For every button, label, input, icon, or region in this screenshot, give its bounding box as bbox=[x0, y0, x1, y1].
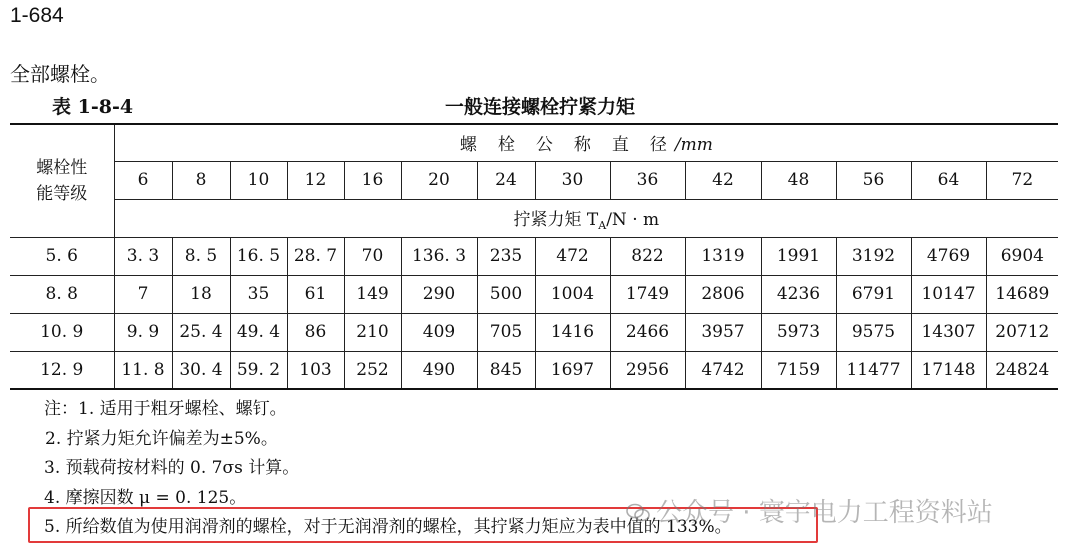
diameter-group-label: 螺 栓 公 称 直 径 bbox=[459, 135, 669, 156]
torque-value-cell: 30. 4 bbox=[172, 351, 230, 389]
torque-value-cell: 18 bbox=[172, 275, 230, 313]
torque-value-cell: 235 bbox=[477, 237, 535, 275]
torque-value-cell: 1416 bbox=[535, 313, 610, 351]
torque-value-cell: 14307 bbox=[911, 313, 986, 351]
torque-value-cell: 9. 9 bbox=[114, 313, 172, 351]
wechat-icon bbox=[626, 503, 650, 523]
torque-value-cell: 8. 5 bbox=[172, 237, 230, 275]
grade-cell: 12. 9 bbox=[10, 351, 114, 389]
torque-table bbox=[10, 123, 1058, 390]
torque-value-cell: 3. 3 bbox=[114, 237, 172, 275]
diameter-group-header bbox=[114, 124, 1058, 161]
note-1: 注：1. 适用于粗牙螺栓、螺钉。 bbox=[44, 399, 287, 419]
diameter-cell: 48 bbox=[761, 161, 836, 199]
note-5: 5. 所给数值为使用润滑剂的螺栓，对于无润滑剂的螺栓，其拧紧力矩应为表中值的 133%。 bbox=[44, 517, 732, 537]
torque-value-cell: 17148 bbox=[911, 351, 986, 389]
torque-value-cell: 70 bbox=[344, 237, 401, 275]
torque-value-cell: 472 bbox=[535, 237, 610, 275]
table-title: 一般连接螺栓拧紧力矩 bbox=[444, 96, 635, 118]
grade-cell: 10. 9 bbox=[10, 313, 114, 351]
diameter-row bbox=[10, 161, 1058, 199]
diameter-cell: 12 bbox=[287, 161, 344, 199]
page-number: 1-684 bbox=[10, 4, 64, 27]
table-row bbox=[10, 275, 1058, 313]
torque-value-cell: 4236 bbox=[761, 275, 836, 313]
torque-subheader bbox=[114, 199, 1058, 237]
torque-value-cell: 845 bbox=[477, 351, 535, 389]
torque-value-cell: 7159 bbox=[761, 351, 836, 389]
torque-value-cell: 3192 bbox=[836, 237, 911, 275]
diameter-group-unit: /mm bbox=[674, 135, 713, 156]
torque-value-cell: 2956 bbox=[610, 351, 685, 389]
torque-value-cell: 1319 bbox=[685, 237, 761, 275]
torque-value-cell: 103 bbox=[287, 351, 344, 389]
grade-cell: 8. 8 bbox=[10, 275, 114, 313]
torque-value-cell: 252 bbox=[344, 351, 401, 389]
torque-subheader-prefix: 拧紧力矩 T bbox=[513, 209, 599, 230]
torque-value-cell: 490 bbox=[401, 351, 477, 389]
intro-text: 全部螺栓。 bbox=[10, 62, 110, 86]
torque-value-cell: 705 bbox=[477, 313, 535, 351]
diameter-cell: 64 bbox=[911, 161, 986, 199]
torque-value-cell: 16. 5 bbox=[230, 237, 287, 275]
torque-value-cell: 822 bbox=[610, 237, 685, 275]
torque-value-cell: 25. 4 bbox=[172, 313, 230, 351]
torque-subheader-suffix: /N · m bbox=[606, 209, 660, 230]
diameter-cell: 20 bbox=[401, 161, 477, 199]
note-3: 3. 预载荷按材料的 0. 7σs 计算。 bbox=[44, 458, 300, 478]
diameter-cell: 72 bbox=[986, 161, 1058, 199]
diameter-cell: 8 bbox=[172, 161, 230, 199]
torque-value-cell: 1749 bbox=[610, 275, 685, 313]
grade-header: 螺栓性能等级 bbox=[10, 124, 114, 237]
torque-value-cell: 24824 bbox=[986, 351, 1058, 389]
torque-value-cell: 20712 bbox=[986, 313, 1058, 351]
table-row bbox=[10, 351, 1058, 389]
note-4: 4. 摩擦因数 μ = 0. 125。 bbox=[44, 487, 247, 508]
torque-value-cell: 61 bbox=[287, 275, 344, 313]
torque-value-cell: 11477 bbox=[836, 351, 911, 389]
diameter-cell: 10 bbox=[230, 161, 287, 199]
torque-subheader-subscript: A bbox=[598, 218, 607, 232]
torque-value-cell: 409 bbox=[401, 313, 477, 351]
torque-value-cell: 49. 4 bbox=[230, 313, 287, 351]
torque-value-cell: 4769 bbox=[911, 237, 986, 275]
note-2: 2. 拧紧力矩允许偏差为±5%。 bbox=[45, 428, 278, 449]
grade-cell: 5. 6 bbox=[10, 237, 114, 275]
torque-value-cell: 11. 8 bbox=[114, 351, 172, 389]
torque-value-cell: 6791 bbox=[836, 275, 911, 313]
torque-value-cell: 290 bbox=[401, 275, 477, 313]
table-row bbox=[10, 237, 1058, 275]
torque-value-cell: 1697 bbox=[535, 351, 610, 389]
torque-value-cell: 136. 3 bbox=[401, 237, 477, 275]
torque-value-cell: 2806 bbox=[685, 275, 761, 313]
diameter-cell: 16 bbox=[344, 161, 401, 199]
torque-value-cell: 14689 bbox=[986, 275, 1058, 313]
torque-value-cell: 5973 bbox=[761, 313, 836, 351]
watermark-text: 公众号 · 寰宇电力工程资料站 bbox=[656, 498, 993, 528]
table-label: 表 1-8-4 bbox=[52, 96, 134, 118]
watermark bbox=[626, 492, 993, 529]
diameter-cell: 6 bbox=[114, 161, 172, 199]
torque-value-cell: 9575 bbox=[836, 313, 911, 351]
torque-value-cell: 59. 2 bbox=[230, 351, 287, 389]
torque-value-cell: 28. 7 bbox=[287, 237, 344, 275]
torque-value-cell: 4742 bbox=[685, 351, 761, 389]
torque-value-cell: 10147 bbox=[911, 275, 986, 313]
torque-value-cell: 86 bbox=[287, 313, 344, 351]
torque-value-cell: 7 bbox=[114, 275, 172, 313]
torque-value-cell: 2466 bbox=[610, 313, 685, 351]
torque-value-cell: 149 bbox=[344, 275, 401, 313]
diameter-cell: 42 bbox=[685, 161, 761, 199]
diameter-cell: 24 bbox=[477, 161, 535, 199]
torque-value-cell: 3957 bbox=[685, 313, 761, 351]
torque-value-cell: 6904 bbox=[986, 237, 1058, 275]
torque-value-cell: 1991 bbox=[761, 237, 836, 275]
torque-value-cell: 210 bbox=[344, 313, 401, 351]
torque-value-cell: 35 bbox=[230, 275, 287, 313]
table-row bbox=[10, 313, 1058, 351]
diameter-cell: 36 bbox=[610, 161, 685, 199]
diameter-cell: 30 bbox=[535, 161, 610, 199]
torque-value-cell: 500 bbox=[477, 275, 535, 313]
diameter-cell: 56 bbox=[836, 161, 911, 199]
torque-value-cell: 1004 bbox=[535, 275, 610, 313]
